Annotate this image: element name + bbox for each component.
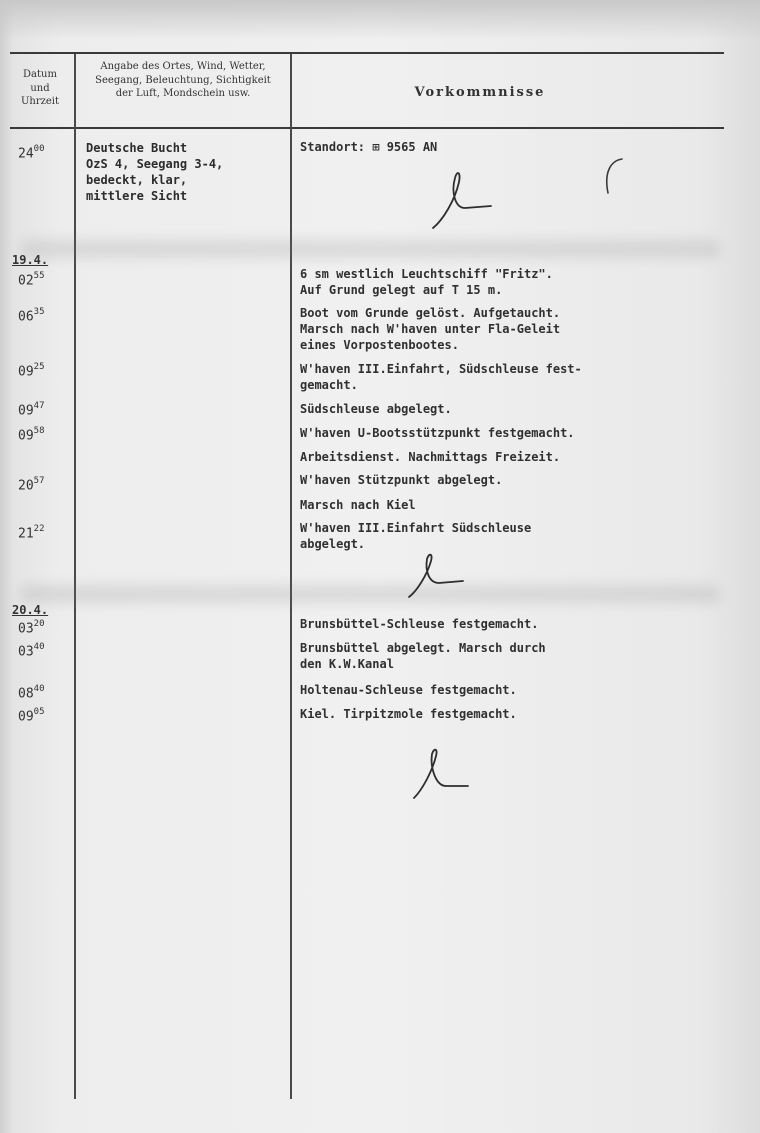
log-entry [300, 616, 720, 632]
log-line: Arbeitsdienst. Nachmittags Freizeit. [300, 450, 561, 464]
place-weather-text [86, 140, 286, 204]
log-line: abgelegt. [300, 537, 366, 551]
log-line: Kiel. Tirpitzmole festgemacht. [300, 707, 517, 721]
time-entry: $24^{00}$ [18, 144, 45, 162]
log-line: W'haven Stützpunkt abgelegt. [300, 473, 503, 487]
time-entry: $20^{57}$ [18, 476, 45, 494]
time-entry: $03^{40}$ [18, 642, 45, 660]
log-line: W'haven U-Bootsstützpunkt festgemacht. [300, 426, 575, 440]
scan-smudge [20, 585, 720, 603]
log-entry [300, 706, 720, 722]
log-line: W'haven III.Einfahrt, Südschleuse fest- [300, 362, 582, 376]
header-vorkommnisse: Vorkommnisse [414, 85, 546, 100]
log-entry [300, 361, 720, 393]
time-entry: $21^{22}$ [18, 524, 45, 542]
place-line: OzS 4, Seegang 3-4, [86, 157, 224, 171]
time-entry: $09^{25}$ [18, 362, 45, 380]
log-entry [300, 497, 720, 513]
log-line: Auf Grund gelegt auf T 15 m. [300, 283, 503, 297]
header-col2-line: der Luft, Mondschein usw. [115, 88, 251, 99]
log-entry [300, 401, 720, 417]
column-rule-2 [290, 54, 292, 1099]
log-entry [300, 682, 720, 698]
log-entry [300, 425, 720, 441]
header-col1-line: Uhrzeit [20, 96, 60, 107]
log-entry [300, 305, 720, 353]
log-entry [300, 266, 720, 298]
header-bottom-rule [10, 127, 724, 129]
header-col2-line: Angabe des Ortes, Wind, Wetter, [100, 61, 266, 72]
time-entry: $09^{05}$ [18, 707, 45, 725]
scan-shadow [0, 0, 760, 40]
log-entry [300, 472, 720, 488]
log-line: gemacht. [300, 378, 358, 392]
time-entry: $06^{35}$ [18, 307, 45, 325]
log-line: Marsch nach Kiel [300, 498, 416, 512]
time-entry: $08^{40}$ [18, 684, 45, 702]
pen-mark [596, 155, 630, 197]
log-entry [300, 640, 720, 672]
date-marker: 20.4. [12, 603, 49, 617]
log-entry [300, 449, 720, 465]
header-date-time [10, 68, 70, 109]
time-entry: $09^{58}$ [18, 426, 45, 444]
signature-initial [425, 160, 505, 235]
log-line: Boot vom Grunde gelöst. Aufgetaucht. [300, 306, 561, 320]
log-line: Marsch nach W'haven unter Fla-Geleit [300, 322, 561, 336]
log-line: Brunsbüttel-Schleuse festgemacht. [300, 617, 539, 631]
standort-entry: Standort: ⊞ 9565 AN [300, 140, 438, 154]
header-col1-line: und [30, 82, 50, 94]
header-col1-line: Datum [23, 69, 57, 80]
log-entry [300, 520, 720, 552]
signature-initial [410, 742, 480, 804]
log-line: Südschleuse abgelegt. [300, 402, 452, 416]
time-entry: $02^{55}$ [18, 271, 45, 289]
place-line: bedeckt, klar, [86, 173, 188, 187]
log-line: eines Vorpostenbootes. [300, 338, 459, 352]
place-line: Deutsche Bucht [86, 141, 188, 155]
date-marker: 19.4. [12, 253, 49, 267]
signature-initial [403, 545, 473, 603]
time-entry: $09^{47}$ [18, 401, 45, 419]
log-line: 6 sm westlich Leuchtschiff "Fritz". [300, 267, 553, 281]
log-line: W'haven III.Einfahrt Südschleuse [300, 521, 532, 535]
time-entry: $03^{20}$ [18, 619, 45, 637]
log-line: Brunsbüttel abgelegt. Marsch durch [300, 641, 546, 655]
header-place-weather [80, 60, 286, 101]
scan-smudge [20, 240, 720, 258]
header-top-rule [10, 52, 724, 54]
header-col2-line: Seegang, Beleuchtung, Sichtigkeit [95, 74, 271, 86]
place-line: mittlere Sicht [86, 189, 188, 203]
log-line: den K.W.Kanal [300, 657, 394, 671]
column-rule-1 [74, 54, 76, 1099]
log-line: Holtenau-Schleuse festgemacht. [300, 683, 517, 697]
